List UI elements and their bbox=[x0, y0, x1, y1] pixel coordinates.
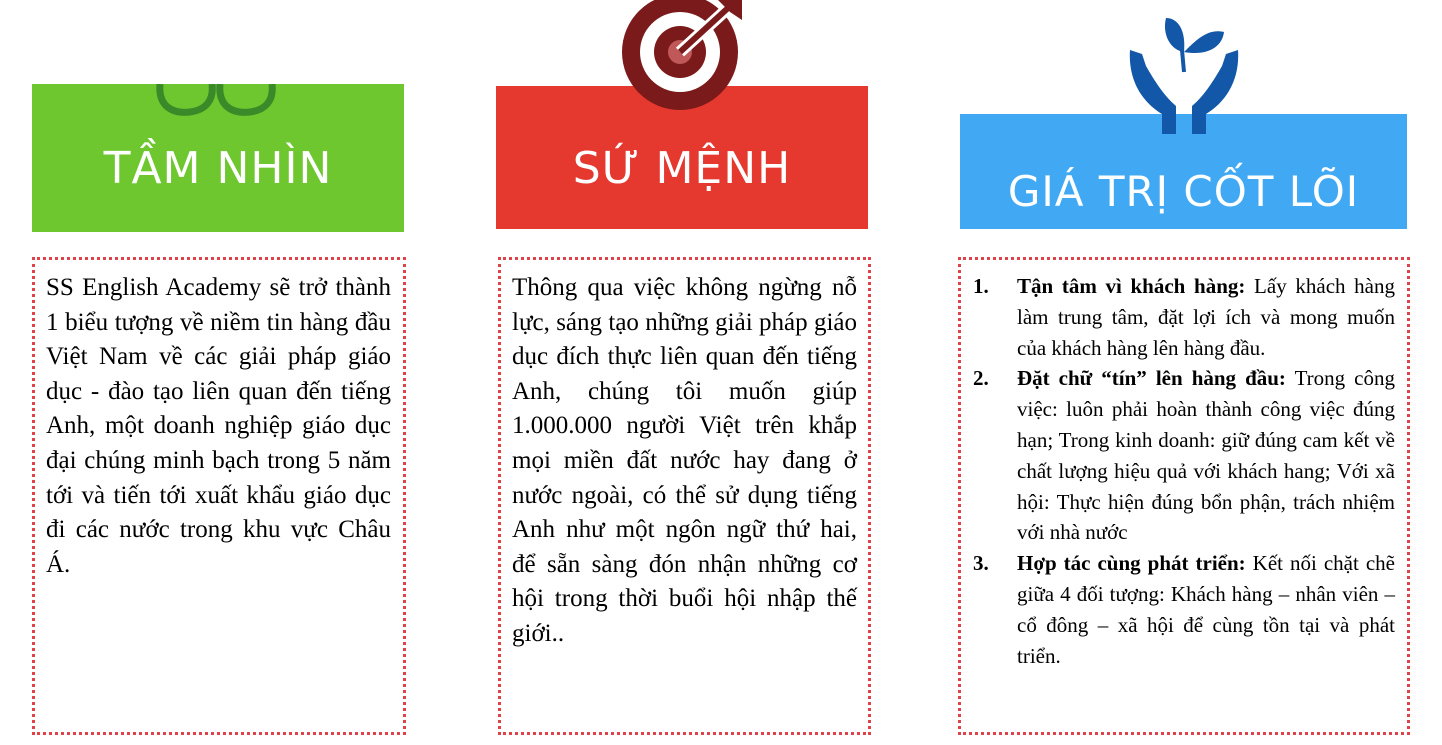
mission-text: Thông qua việc không ngừng nỗ lực, sáng tạo những giải pháp giáo dục đích thực liên quan đến tiếng Anh, chúng tôi muốn giúp 1.000.000 người Việt trên khắp mọi miền đất nước hay đang ở nước ngoài, có thể sử dụng tiếng Anh như một ngôn ngữ thứ hai, để sẵn sàng đón nhận những cơ hội trong thời buổi hội nhập thế giới.. bbox=[512, 274, 857, 647]
list-item bbox=[973, 548, 1395, 671]
vision-banner bbox=[32, 84, 404, 232]
item-text: Lấy khách hàng làm trung tâm, đặt lợi ích và mong muốn của khách hàng lên hàng đầu. bbox=[1017, 274, 1395, 360]
list-item bbox=[973, 271, 1395, 363]
list-item bbox=[973, 363, 1395, 548]
values-box bbox=[958, 257, 1410, 735]
mission-title: SỨ MỆNH bbox=[572, 143, 792, 194]
hands-seedling-icon bbox=[1124, 10, 1244, 138]
item-number: 3. bbox=[973, 551, 989, 576]
item-number: 2. bbox=[973, 366, 989, 391]
item-heading: Hợp tác cùng phát triển: bbox=[1017, 551, 1246, 576]
target-icon bbox=[614, 0, 744, 116]
item-text: Kết nối chặt chẽ giữa 4 đối tượng: Khách hàng – nhân viên – cổ đông – xã hội để cùng tồn tại và phát triển. bbox=[1017, 551, 1395, 668]
mission-box bbox=[498, 257, 871, 735]
vision-box bbox=[32, 257, 406, 735]
eye-icon bbox=[150, 84, 310, 116]
vision-title: TẦM NHÌN bbox=[103, 142, 333, 194]
item-number: 1. bbox=[973, 274, 989, 298]
item-heading: Đặt chữ “tín” lên hàng đầu: bbox=[1017, 366, 1286, 391]
vision-text: SS English Academy sẽ trở thành 1 biểu tượng về niềm tin hàng đầu Việt Nam về các giải pháp giáo dục - đào tạo liên quan đến tiếng Anh, một doanh nghiệp giáo dục đại chúng minh bạch trong 5 năm tới và tiến tới xuất khẩu giáo dục đi các nước trong khu vực Châu Á. bbox=[46, 274, 391, 578]
core-values-list bbox=[973, 271, 1395, 671]
item-text: Trong công việc: luôn phải hoàn thành công việc đúng hạn; Trong kinh doanh: giữ đúng cam kết về chất lượng hiệu quả với khách hang; Với xã hội: Thực hiện đúng bổn phận, trách nhiệm với nhà nước bbox=[1017, 366, 1396, 545]
item-heading: Tận tâm vì khách hàng: bbox=[1017, 274, 1246, 298]
values-title: GIÁ TRỊ CỐT LÕI bbox=[1007, 167, 1360, 216]
